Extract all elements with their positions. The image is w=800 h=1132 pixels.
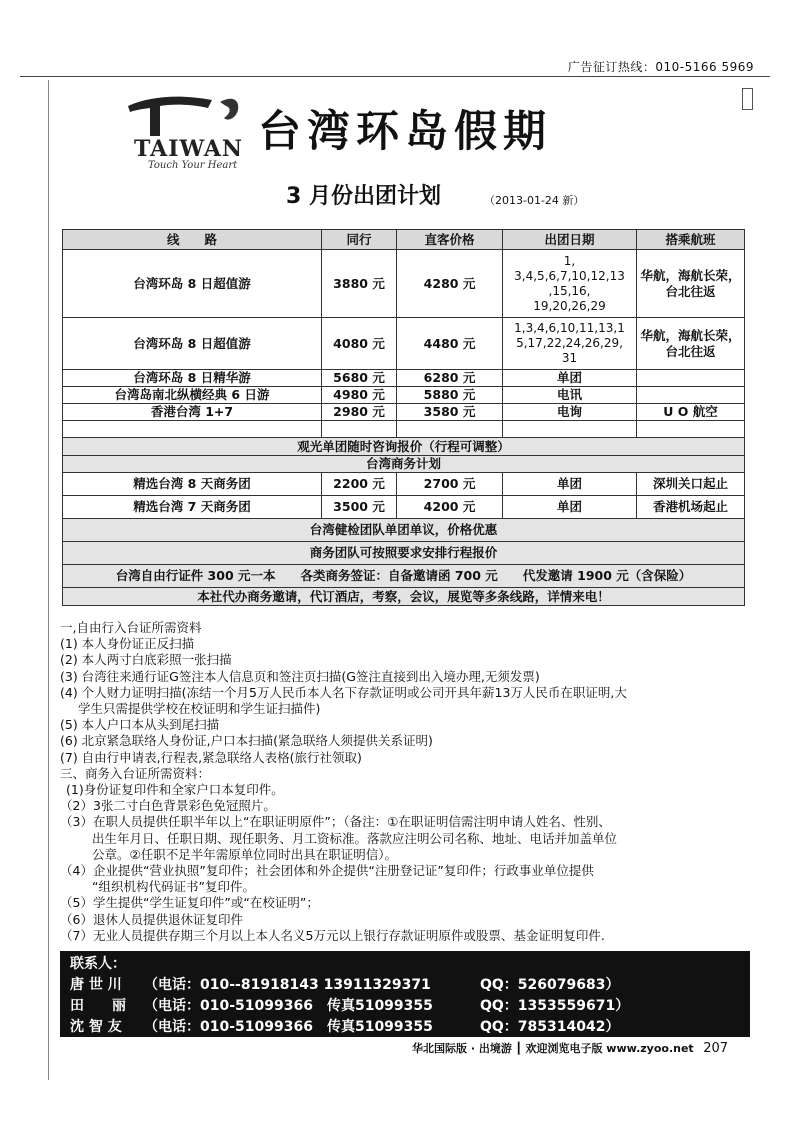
taiwan-logo: [120, 92, 250, 172]
table-row: [63, 473, 745, 496]
direct-price: 4280 元: [397, 250, 503, 318]
schedule-table: [62, 229, 745, 606]
contact-title: 联系人：: [70, 956, 126, 972]
contact-phone: （电话：010-51099366 传真51099355: [144, 1019, 433, 1035]
footer-edition: 华北国际版 · 出境游: [412, 1042, 512, 1055]
empty-cell: [397, 421, 503, 438]
route-cell: 精选台湾 7 天商务团: [63, 496, 322, 519]
peer-price: 3880 元: [322, 250, 397, 318]
direct-price: 4480 元: [397, 318, 503, 370]
contact-name: 唐 世 川: [70, 977, 122, 993]
table-row: [63, 519, 745, 542]
direct-price: 5880 元: [397, 387, 503, 404]
route-cell: 台湾环岛 8 日超值游: [63, 318, 322, 370]
empty-cell: [503, 421, 637, 438]
table-row: [63, 588, 745, 606]
flight-cell: 华航，海航长荣，台北往返: [637, 250, 745, 318]
table-row: [63, 542, 745, 565]
logo-text: TAIWAN: [134, 136, 244, 162]
contact-box: [60, 951, 750, 1037]
table-row: [63, 438, 745, 456]
ad-hotline: 广告征订热线：010-5166 5969: [567, 60, 754, 74]
list-item: （3）在职人员提供任职半年以上“在职证明原件”；（备注：①在职证明信需注明申请人姓名、性别、: [60, 814, 611, 830]
flight-cell: [637, 370, 745, 387]
update-date: （2013-01-24 新）: [484, 194, 585, 207]
header-peer: 同行: [322, 230, 397, 250]
footer-divider: ┃: [515, 1042, 526, 1055]
list-item: 学生只需提供学校在校证明和学生证扫描件): [78, 701, 321, 717]
departure-dates: 单团: [503, 496, 637, 519]
departure-dates: 1, 3,4,5,6,7,10,12,13 ,15,16, 19,20,26,29: [503, 250, 637, 318]
peer-price: 2980 元: [322, 404, 397, 421]
flight-cell: 香港机场起止: [637, 496, 745, 519]
empty-row: [63, 421, 745, 438]
flight-cell: 深圳关口起止: [637, 473, 745, 496]
visa-line: 台湾自由行证件 300 元一本 各类商务签证：自备邀请函 700 元 代发邀请 1900 元（含保险）: [63, 565, 745, 588]
health-note: 台湾健检团队单团单议，价格优惠: [63, 519, 745, 542]
list-item: (5) 本人户口本从头到尾扫描: [60, 717, 220, 733]
table-row: [63, 456, 745, 473]
header-direct: 直客价格: [397, 230, 503, 250]
direct-price: 2700 元: [397, 473, 503, 496]
list-item: (7) 自由行申请表,行程表,紧急联络人表格(旅行社领取): [60, 749, 362, 765]
list-item: (2) 本人两寸白底彩照一张扫描: [60, 652, 232, 668]
logo-brush-icon: [120, 92, 250, 140]
list-item: (4) 个人财力证明扫描(冻结一个月5万人民币本人名下存款证明或公司开具年薪13万人民币在职证明,大: [60, 684, 627, 700]
contact-row: [70, 974, 619, 994]
page-title: 台湾环岛假期: [258, 107, 552, 157]
header-dates: 出团日期: [503, 230, 637, 250]
header-flight: 搭乘航班: [637, 230, 745, 250]
list-item: 公章。②任职不足半年需原单位同时出具在职证明信）。: [92, 846, 397, 862]
direct-price: 3580 元: [397, 404, 503, 421]
section-heading: 一,自由行入台证所需资料: [60, 620, 202, 635]
table-row: [63, 496, 745, 519]
table-row: [63, 565, 745, 588]
requirements-notes: [60, 620, 750, 944]
contact-row: [70, 995, 629, 1015]
table-row: [63, 318, 745, 370]
contact-row: [70, 1016, 619, 1036]
list-item: (1) 本人身份证正反扫描: [60, 636, 195, 652]
empty-cell: [63, 421, 322, 438]
list-item: (6) 北京紧急联络人身份证,户口本扫描(紧急联络人须提供关系证明): [60, 733, 433, 749]
side-marker: [742, 88, 753, 110]
header-rule: [20, 76, 770, 77]
contact-phone: （电话：010--81918143 13911329371: [144, 977, 431, 993]
page-footer: [412, 1040, 728, 1056]
table-row: [63, 250, 745, 318]
list-item: 出生年月日、任职日期、现任职务、月工资标准。落款应注明公司名称、地址、电话并加盖单位: [92, 830, 618, 846]
route-cell: 台湾环岛 8 日精华游: [63, 370, 322, 387]
list-item: （6）退休人员提供退休证复印件: [60, 911, 243, 927]
route-cell: 香港台湾 1+7: [63, 404, 322, 421]
departure-dates: 1,3,4,6,10,11,13,1 5,17,22,24,26,29, 31: [503, 318, 637, 370]
departure-dates: 电询: [503, 404, 637, 421]
header-route: 线 路: [63, 230, 322, 250]
table-row: [63, 370, 745, 387]
business-note: 商务团队可按照要求安排行程报价: [63, 542, 745, 565]
table-header-row: [63, 230, 745, 250]
contact-name: 沈 智 友: [70, 1019, 122, 1035]
contact-name: 田 丽: [70, 998, 126, 1014]
route-cell: 台湾环岛 8 日超值游: [63, 250, 322, 318]
list-item: “组织机构代码证书”复印件。: [92, 879, 255, 895]
contact-phone: （电话：010-51099366 传真51099355: [144, 998, 433, 1014]
peer-price: 2200 元: [322, 473, 397, 496]
table-row: [63, 404, 745, 421]
direct-price: 6280 元: [397, 370, 503, 387]
logo-slogan: Touch Your Heart: [148, 160, 238, 171]
section-heading: 三、商务入台证所需资料：: [60, 765, 211, 781]
empty-cell: [322, 421, 397, 438]
flight-cell: [637, 387, 745, 404]
departure-dates: 单团: [503, 473, 637, 496]
contact-qq: QQ：526079683）: [480, 977, 620, 993]
page-number: 207: [703, 1041, 729, 1056]
direct-price: 4200 元: [397, 496, 503, 519]
list-item: (1)身份证复印件和全家户口本复印件。: [66, 782, 284, 798]
list-item: （4）企业提供“营业执照”复印件；社会团体和外企提供“注册登记证”复印件；行政事业单位提供: [60, 863, 594, 879]
peer-price: 3500 元: [322, 496, 397, 519]
peer-price: 4980 元: [322, 387, 397, 404]
contact-qq: QQ：1353559671）: [480, 998, 630, 1014]
business-plan-heading: 台湾商务计划: [63, 456, 745, 473]
list-item: (3) 台湾往来通行证G签注本人信息页和签注页扫描(G签注直接到出入境办理,无须发票): [60, 668, 540, 684]
route-cell: 精选台湾 8 天商务团: [63, 473, 322, 496]
contact-qq: QQ：785314042）: [480, 1019, 620, 1035]
peer-price: 4080 元: [322, 318, 397, 370]
footer-welcome: 欢迎浏览电子版 www.zyoo.net: [525, 1042, 694, 1055]
route-cell: 台湾岛南北纵横经典 6 日游: [63, 387, 322, 404]
list-item: （5）学生提供“学生证复印件”或“在校证明”；: [60, 895, 319, 911]
departure-dates: 电讯: [503, 387, 637, 404]
empty-cell: [637, 421, 745, 438]
departure-dates: 单团: [503, 370, 637, 387]
list-item: （2）3张二寸白色背景彩色免冠照片。: [60, 798, 276, 814]
flight-cell: U O 航空: [637, 404, 745, 421]
table-row: [63, 387, 745, 404]
flight-cell: 华航，海航长荣，台北往返: [637, 318, 745, 370]
schedule-subtitle: 3 月份出团计划: [286, 184, 441, 209]
peer-price: 5680 元: [322, 370, 397, 387]
agency-line: 本社代办商务邀请，代订酒店，考察，会议，展览等多条线路，详情来电！: [63, 588, 745, 606]
quote-notice: 观光单团随时咨询报价（行程可调整）: [63, 438, 745, 456]
list-item: （7）无业人员提供存期三个月以上本人名义5万元以上银行存款证明原件或股票、基金证明复印件.: [60, 927, 605, 943]
